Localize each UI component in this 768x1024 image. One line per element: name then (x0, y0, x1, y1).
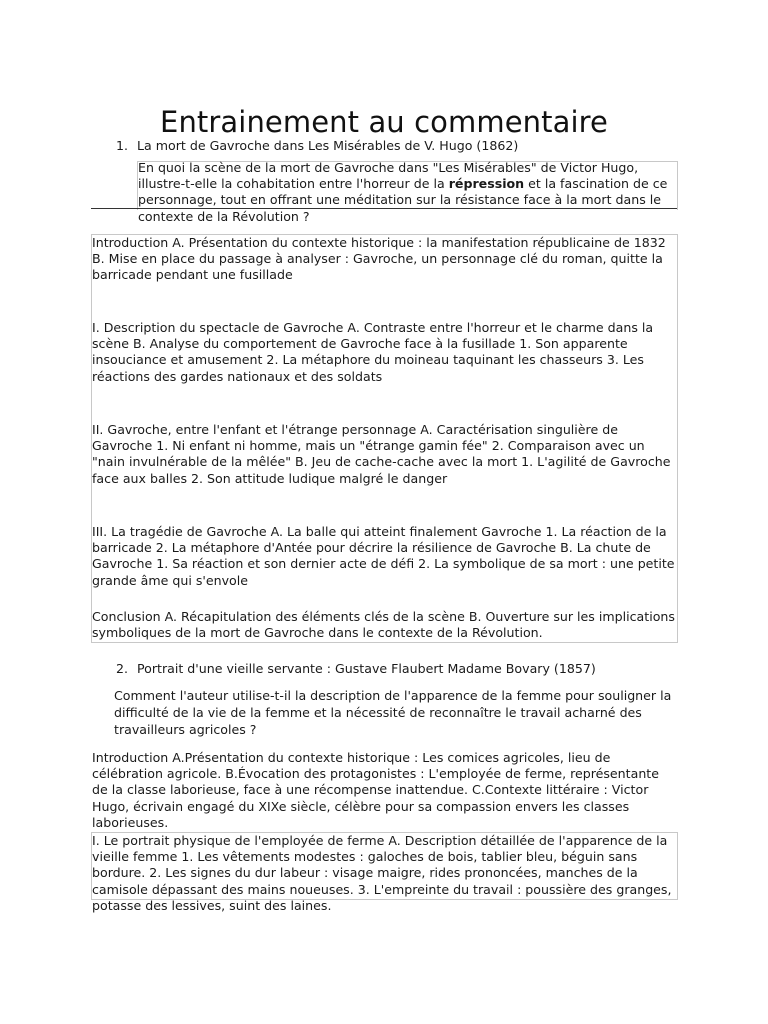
document-title: Entrainement au commentaire (160, 105, 608, 140)
section-2-number: 2. (116, 661, 129, 676)
question-2-text: Comment l'auteur utilise-t-il la description de l'apparence de la femme pour souligner la difficulté de la vie de la femme et la nécessité de reconnaître le travail acharné des travailleurs agricoles ? (114, 688, 672, 737)
question-1-emphasis: répression (448, 176, 525, 192)
section-1-heading (116, 137, 518, 154)
plan-2-part-1: I. Le portrait physique de l'employée de ferme A. Description détaillée de l'apparence de la vieille femme 1. Les vêtements modestes : galoches de bois, tablier bleu, béguin sans bordure. 2. Les signes du dur labeur : visage maigre, rides prononcées, manches de la camisole dépassant des mains noueuses. 3. L'empreinte du travail : poussière des granges, potasse des lessives, suint des laines. (92, 833, 672, 913)
section-2-heading (116, 660, 596, 677)
plan-1-introduction: Introduction A. Présentation du contexte historique : la manifestation républicaine de 1832 B. Mise en place du passage à analyser : Gavroche, un personnage clé du roman, quitte la barricade pendant une fusillade (92, 235, 666, 283)
plan-2-introduction: Introduction A.Présentation du contexte historique : Les comices agricoles, lieu de célébration agricole. B.Évocation des protagonistes : L'employée de ferme, représentante de la classe laborieuse, face à une récompense inattendue. C.Contexte littéraire : Victor Hugo, écrivain engagé du XIXe siècle, célèbre pour sa compassion envers les classes laborieuses. (92, 750, 659, 830)
plan-1-part-2: II. Gavroche, entre l'enfant et l'étrange personnage A. Caractérisation singulière de Gavroche 1. Ni enfant ni homme, mais un "étrange gamin fée" 2. Comparaison avec un "nain invulnérable de la mêlée" B. Jeu de cache-cache avec la mort 1. L'agilité de Gavroche face aux balles 2. Son attitude ludique malgré le danger (92, 422, 671, 486)
question-1-text: En quoi la scène de la mort de Gavroche dans "Les Misérables" de Victor Hugo, illustre-t-elle la cohabitation entre l'horreur de la répression et la fascination de ce personnage, tout en offrant une méditation sur la résistance face à la mort dans le contexte de la Révolution ? (138, 160, 668, 224)
plan-1-part-3: III. La tragédie de Gavroche A. La balle qui atteint finalement Gavroche 1. La réaction de la barricade 2. La métaphore d'Antée pour décrire la résilience de Gavroche B. La chute de Gavroche 1. Sa réaction et son dernier acte de défi 2. La symbolique de sa mort : une petite grande âme qui s'envole (92, 524, 675, 588)
question-1-underline (91, 208, 677, 209)
section-1-number: 1. (116, 138, 129, 153)
plan-1-conclusion: Conclusion A. Récapitulation des éléments clés de la scène B. Ouverture sur les implications symboliques de la mort de Gavroche dans le contexte de la Révolution. (92, 609, 675, 641)
plan-1-part-1: I. Description du spectacle de Gavroche A. Contraste entre l'horreur et le charme dans la scène B. Analyse du comportement de Gavroche face à la fusillade 1. Son apparente insouciance et amusement 2. La métaphore du moineau taquinant les chasseurs 3. Les réactions des gardes nationaux et des soldats (92, 320, 654, 384)
section-1-title: La mort de Gavroche dans Les Misérables de V. Hugo (1862) (137, 138, 519, 153)
section-2-title: Portrait d'une vieille servante : Gustave Flaubert Madame Bovary (1857) (137, 661, 596, 676)
